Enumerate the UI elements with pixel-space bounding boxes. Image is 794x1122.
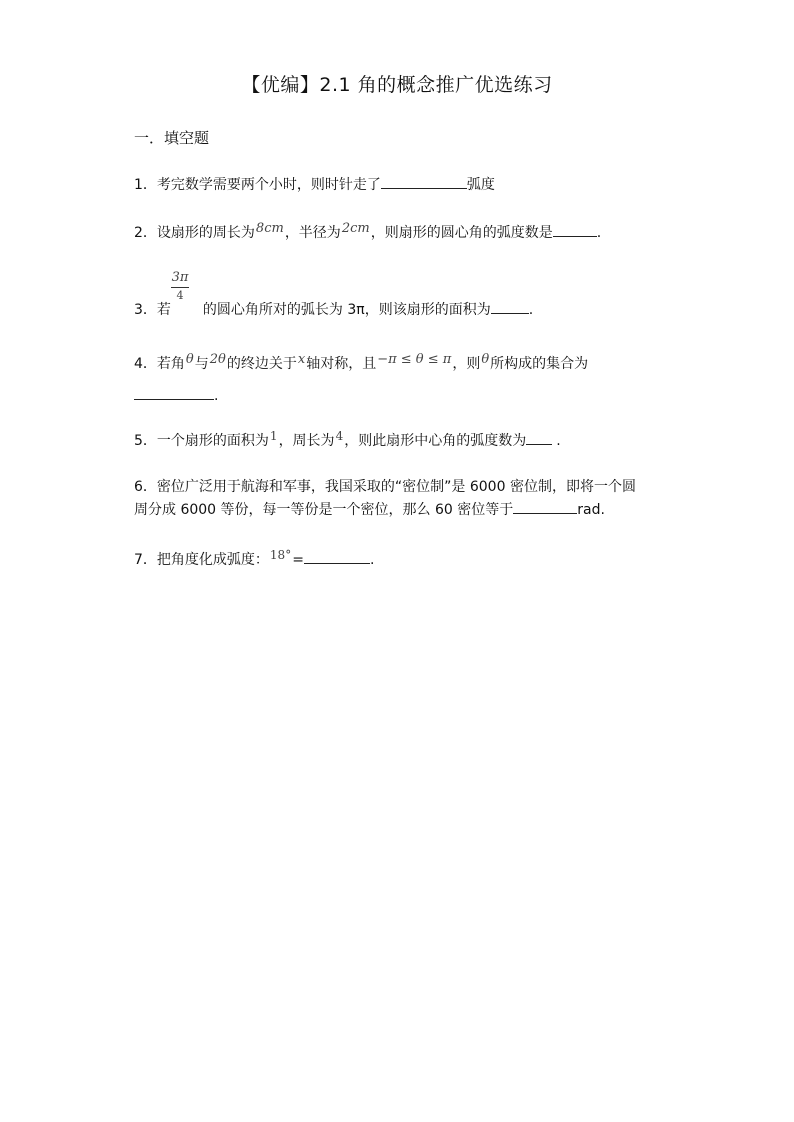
math-area: 1 bbox=[269, 429, 278, 443]
question-2-tail: . bbox=[596, 225, 602, 241]
question-4-part6: 所构成的集合为 bbox=[490, 356, 589, 372]
math-radius: 2cm bbox=[341, 221, 370, 236]
question-7-tail: . bbox=[369, 552, 375, 568]
question-5-tail: . bbox=[556, 433, 561, 449]
question-2-part2: ，半径为 bbox=[284, 225, 341, 241]
question-4-part3: 的终边关于 bbox=[226, 356, 297, 372]
answer-blank-1[interactable] bbox=[381, 174, 467, 189]
question-6-text-1: 6．密位广泛用于航海和军事，我国采取的“密位制”是 6000 密位制，即将一个圆 bbox=[134, 479, 636, 495]
math-perimeter: 8cm bbox=[255, 221, 284, 236]
question-2-part1: 2．设扇形的周长为 bbox=[134, 225, 255, 241]
question-7-part1: 7．把角度化成弧度： bbox=[134, 552, 269, 568]
page-title: 【优编】2.1 角的概念推广优选练习 bbox=[241, 74, 553, 96]
question-4-part2: 与 bbox=[194, 356, 209, 372]
question-4-tail: . bbox=[214, 388, 219, 404]
question-4-part5: ，则 bbox=[452, 356, 481, 372]
question-3-part1: 3．若 bbox=[134, 302, 171, 318]
question-5-part3: ，则此扇形中心角的弧度数为 bbox=[344, 433, 527, 449]
question-6-tail: rad. bbox=[577, 502, 605, 518]
answer-blank-2[interactable] bbox=[553, 222, 597, 237]
question-4-part1: 4．若角 bbox=[134, 356, 185, 372]
question-2 bbox=[134, 222, 601, 242]
math-inequality: −π ≤ θ ≤ π bbox=[377, 352, 452, 367]
answer-blank-4[interactable] bbox=[134, 385, 214, 400]
question-5 bbox=[134, 430, 561, 450]
answer-blank-7[interactable] bbox=[304, 549, 370, 564]
question-7-part2: = bbox=[292, 552, 304, 568]
question-1-tail: 弧度 bbox=[466, 177, 495, 193]
math-perimeter-4: 4 bbox=[335, 429, 344, 443]
answer-blank-3[interactable] bbox=[491, 299, 529, 314]
math-theta: θ bbox=[185, 352, 194, 367]
fraction-denominator: 4 bbox=[176, 289, 184, 302]
answer-blank-5[interactable] bbox=[526, 430, 552, 445]
question-7 bbox=[134, 549, 374, 569]
question-2-part3: ，则扇形的圆心角的弧度数是 bbox=[370, 225, 553, 241]
fraction-3pi-over-4 bbox=[171, 270, 189, 302]
question-3-tail: . bbox=[528, 302, 534, 318]
math-x: x bbox=[297, 352, 306, 367]
math-18-degrees: 18° bbox=[269, 548, 292, 562]
question-6-line-1 bbox=[134, 476, 636, 496]
section-heading: 一．填空题 bbox=[134, 129, 210, 147]
question-5-part2: ，周长为 bbox=[278, 433, 335, 449]
question-6-line-2 bbox=[134, 499, 605, 519]
question-1-text: 1．考完数学需要两个小时，则时针走了 bbox=[134, 177, 381, 193]
answer-blank-6[interactable] bbox=[513, 499, 577, 514]
question-4 bbox=[134, 353, 588, 373]
question-4-part4: 轴对称，且 bbox=[306, 356, 377, 372]
question-5-part1: 5．一个扇形的面积为 bbox=[134, 433, 269, 449]
question-4-answer-line bbox=[134, 385, 218, 404]
question-6-text-2: 周分成 6000 等份，每一等份是一个密位，那么 60 密位等于 bbox=[134, 502, 514, 518]
question-3 bbox=[134, 299, 533, 319]
question-1 bbox=[134, 174, 495, 194]
question-3-part2: 的圆心角所对的弧长为 3π，则该扇形的面积为 bbox=[202, 302, 491, 318]
math-theta-2: θ bbox=[481, 352, 490, 367]
math-2theta: 2θ bbox=[209, 352, 226, 367]
fraction-numerator: 3π bbox=[171, 270, 189, 288]
